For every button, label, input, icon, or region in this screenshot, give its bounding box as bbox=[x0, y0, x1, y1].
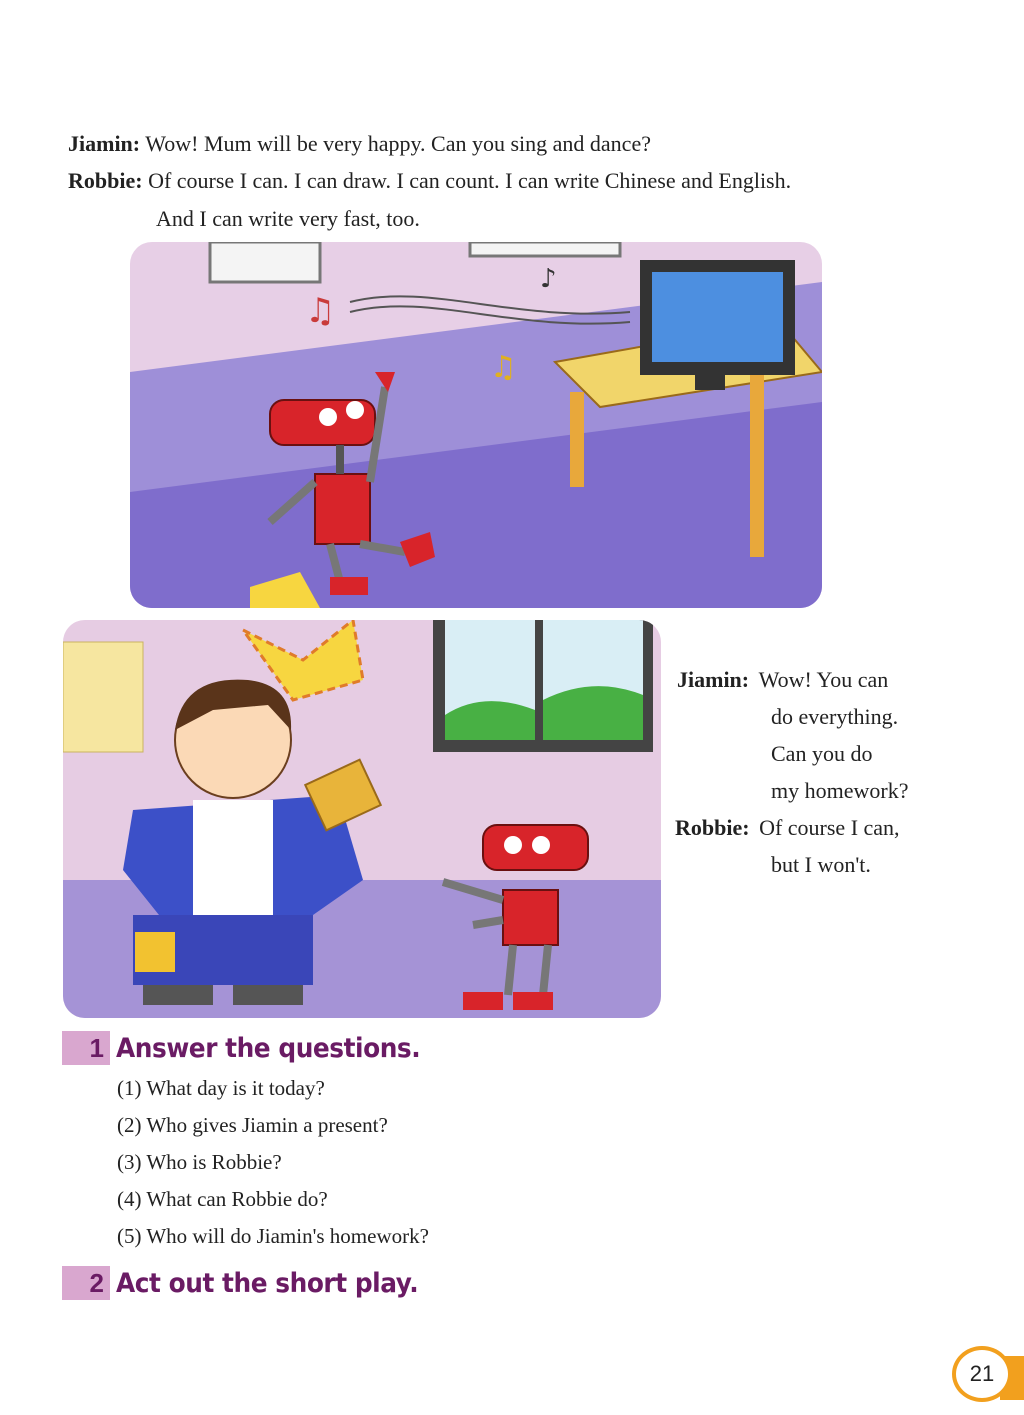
dialogue-text: Of course I can. I can draw. I can count. I can write Chinese and English. bbox=[148, 168, 792, 193]
exercise-2-heading bbox=[62, 1263, 444, 1303]
question-4: (4) What can Robbie do? bbox=[117, 1187, 328, 1211]
dialogue-text: And I can write very fast, too. bbox=[156, 206, 420, 231]
dancing-robot-picture bbox=[130, 242, 822, 608]
side-dialogue-jiamin-line-4: my homework? bbox=[771, 778, 909, 803]
speaker-jiamin: Jiamin: bbox=[677, 667, 750, 692]
side-dialogue-jiamin-line-3: Can you do bbox=[771, 741, 873, 766]
side-dialogue-jiamin-line-2: do everything. bbox=[771, 704, 899, 729]
illustration-robot-dancing bbox=[130, 242, 822, 608]
speaker-robbie: Robbie: bbox=[68, 168, 143, 193]
svg-text:♫: ♫ bbox=[305, 291, 336, 331]
dialogue-line-jiamin bbox=[68, 131, 651, 157]
exercise-2-title: Act out the short play. bbox=[116, 1267, 419, 1299]
svg-text:♪: ♪ bbox=[540, 264, 557, 294]
side-dialogue-jiamin-line-1 bbox=[677, 667, 888, 693]
dialogue-line-robbie bbox=[68, 168, 791, 194]
exercise-1-title: Answer the questions. bbox=[116, 1032, 421, 1064]
exercise-2-number: 2 bbox=[62, 1266, 110, 1300]
dialogue-text: Wow! You can bbox=[758, 667, 889, 692]
illustration-boy-and-robot bbox=[63, 620, 661, 1018]
dialogue-text: Of course I can, bbox=[759, 815, 900, 840]
exercise-1-heading bbox=[62, 1028, 447, 1068]
boy-and-robot-picture bbox=[63, 620, 661, 1018]
question-3: (3) Who is Robbie? bbox=[117, 1150, 282, 1174]
speaker-jiamin: Jiamin: bbox=[68, 131, 141, 156]
page-number: 21 bbox=[952, 1346, 1012, 1402]
side-dialogue-robbie-line-1 bbox=[675, 815, 900, 841]
side-dialogue-robbie-line-2: but I won't. bbox=[771, 852, 871, 877]
speaker-robbie: Robbie: bbox=[675, 815, 750, 840]
dialogue-line-continuation bbox=[156, 206, 420, 232]
exercise-1-number: 1 bbox=[62, 1031, 110, 1065]
svg-text:♫: ♫ bbox=[490, 350, 517, 385]
question-1: (1) What day is it today? bbox=[117, 1076, 325, 1100]
dialogue-text: Wow! Mum will be very happy. Can you sing and dance? bbox=[145, 131, 651, 156]
question-5: (5) Who will do Jiamin's homework? bbox=[117, 1224, 429, 1248]
question-2: (2) Who gives Jiamin a present? bbox=[117, 1113, 388, 1137]
